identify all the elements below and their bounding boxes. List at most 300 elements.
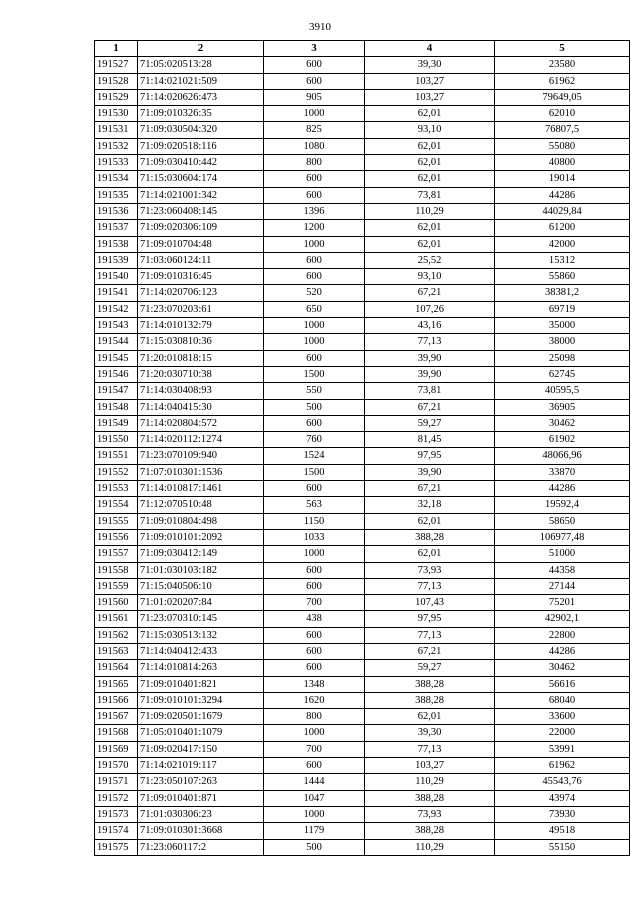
cell-cadastral-number: 71:14:020112:1274 [138, 432, 264, 448]
data-table [94, 40, 630, 856]
cell-cadastral-number: 71:01:020207:84 [138, 595, 264, 611]
cell-value: 61962 [495, 758, 630, 774]
cell-cadastral-number: 71:05:010401:1079 [138, 725, 264, 741]
cell-value: 55860 [495, 269, 630, 285]
cell-rate: 62,01 [365, 546, 495, 562]
table-row [95, 269, 630, 285]
cell-value: 23580 [495, 57, 630, 73]
table-row [95, 138, 630, 154]
cell-area: 700 [264, 741, 365, 757]
cell-value: 35000 [495, 318, 630, 334]
cell-record-number: 191558 [95, 562, 138, 578]
table-row [95, 741, 630, 757]
cell-area: 1033 [264, 529, 365, 545]
cell-record-number: 191560 [95, 595, 138, 611]
table-row [95, 464, 630, 480]
cell-record-number: 191528 [95, 73, 138, 89]
cell-value: 38381,2 [495, 285, 630, 301]
cell-value: 106977,48 [495, 529, 630, 545]
cell-value: 33600 [495, 709, 630, 725]
cell-record-number: 191559 [95, 578, 138, 594]
column-header-1: 1 [95, 41, 138, 57]
table-row [95, 334, 630, 350]
cell-rate: 39,30 [365, 725, 495, 741]
cell-value: 44029,84 [495, 203, 630, 219]
cell-cadastral-number: 71:09:010401:821 [138, 676, 264, 692]
table-row [95, 692, 630, 708]
cell-rate: 43,16 [365, 318, 495, 334]
cell-record-number: 191571 [95, 774, 138, 790]
cell-rate: 62,01 [365, 106, 495, 122]
cell-value: 51000 [495, 546, 630, 562]
cell-area: 1000 [264, 318, 365, 334]
cell-value: 22000 [495, 725, 630, 741]
table-row [95, 89, 630, 105]
cell-record-number: 191535 [95, 187, 138, 203]
cell-rate: 77,13 [365, 334, 495, 350]
cell-value: 44358 [495, 562, 630, 578]
cell-cadastral-number: 71:14:020706:123 [138, 285, 264, 301]
cell-rate: 388,28 [365, 823, 495, 839]
cell-record-number: 191527 [95, 57, 138, 73]
cell-record-number: 191555 [95, 513, 138, 529]
cell-cadastral-number: 71:09:030410:442 [138, 155, 264, 171]
cell-value: 40595,5 [495, 383, 630, 399]
table-row [95, 155, 630, 171]
cell-rate: 62,01 [365, 709, 495, 725]
cell-area: 1000 [264, 806, 365, 822]
cell-value: 44286 [495, 643, 630, 659]
table-row [95, 383, 630, 399]
cell-area: 760 [264, 432, 365, 448]
cell-rate: 81,45 [365, 432, 495, 448]
cell-cadastral-number: 71:15:030604:174 [138, 171, 264, 187]
cell-record-number: 191569 [95, 741, 138, 757]
cell-value: 62010 [495, 106, 630, 122]
cell-area: 600 [264, 269, 365, 285]
cell-rate: 62,01 [365, 155, 495, 171]
cell-area: 600 [264, 252, 365, 268]
cell-area: 600 [264, 643, 365, 659]
cell-value: 58650 [495, 513, 630, 529]
cell-record-number: 191532 [95, 138, 138, 154]
cell-area: 1000 [264, 546, 365, 562]
table-row [95, 220, 630, 236]
cell-record-number: 191549 [95, 415, 138, 431]
cell-value: 22800 [495, 627, 630, 643]
cell-cadastral-number: 71:15:030810:36 [138, 334, 264, 350]
cell-rate: 110,29 [365, 774, 495, 790]
table-row [95, 839, 630, 855]
cell-rate: 67,21 [365, 481, 495, 497]
cell-area: 600 [264, 350, 365, 366]
cell-rate: 67,21 [365, 399, 495, 415]
cell-value: 15312 [495, 252, 630, 268]
cell-cadastral-number: 71:15:040506:10 [138, 578, 264, 594]
cell-value: 42902,1 [495, 611, 630, 627]
cell-record-number: 191538 [95, 236, 138, 252]
table-row [95, 562, 630, 578]
cell-cadastral-number: 71:23:070109:940 [138, 448, 264, 464]
cell-cadastral-number: 71:14:040415:30 [138, 399, 264, 415]
cell-record-number: 191534 [95, 171, 138, 187]
cell-record-number: 191530 [95, 106, 138, 122]
cell-value: 79649,05 [495, 89, 630, 105]
table-row [95, 529, 630, 545]
cell-record-number: 191537 [95, 220, 138, 236]
cell-rate: 62,01 [365, 138, 495, 154]
cell-area: 825 [264, 122, 365, 138]
table-row [95, 546, 630, 562]
cell-cadastral-number: 71:14:020626:473 [138, 89, 264, 105]
cell-cadastral-number: 71:09:010804:498 [138, 513, 264, 529]
cell-cadastral-number: 71:20:030710:38 [138, 366, 264, 382]
cell-area: 1444 [264, 774, 365, 790]
cell-record-number: 191563 [95, 643, 138, 659]
cell-area: 1200 [264, 220, 365, 236]
cell-cadastral-number: 71:14:010132:79 [138, 318, 264, 334]
cell-record-number: 191573 [95, 806, 138, 822]
table-row [95, 236, 630, 252]
column-header-4: 4 [365, 41, 495, 57]
cell-value: 44286 [495, 187, 630, 203]
cell-record-number: 191564 [95, 660, 138, 676]
cell-record-number: 191570 [95, 758, 138, 774]
cell-value: 40800 [495, 155, 630, 171]
cell-record-number: 191567 [95, 709, 138, 725]
cell-rate: 103,27 [365, 89, 495, 105]
table-row [95, 823, 630, 839]
table-row [95, 676, 630, 692]
cell-rate: 77,13 [365, 741, 495, 757]
cell-rate: 110,29 [365, 203, 495, 219]
cell-cadastral-number: 71:14:010814:263 [138, 660, 264, 676]
cell-record-number: 191550 [95, 432, 138, 448]
table-row [95, 578, 630, 594]
cell-record-number: 191552 [95, 464, 138, 480]
cell-cadastral-number: 71:09:010101:3294 [138, 692, 264, 708]
cell-area: 600 [264, 562, 365, 578]
cell-value: 61902 [495, 432, 630, 448]
cell-area: 650 [264, 301, 365, 317]
cell-cadastral-number: 71:14:010817:1461 [138, 481, 264, 497]
cell-record-number: 191561 [95, 611, 138, 627]
cell-area: 600 [264, 578, 365, 594]
cell-value: 48066,96 [495, 448, 630, 464]
cell-rate: 62,01 [365, 220, 495, 236]
cell-rate: 388,28 [365, 676, 495, 692]
table-row [95, 709, 630, 725]
cell-record-number: 191541 [95, 285, 138, 301]
cell-rate: 62,01 [365, 513, 495, 529]
cell-rate: 39,90 [365, 350, 495, 366]
cell-rate: 388,28 [365, 529, 495, 545]
cell-rate: 77,13 [365, 627, 495, 643]
cell-value: 75201 [495, 595, 630, 611]
cell-value: 68040 [495, 692, 630, 708]
cell-value: 62745 [495, 366, 630, 382]
cell-cadastral-number: 71:09:020306:109 [138, 220, 264, 236]
cell-record-number: 191548 [95, 399, 138, 415]
table-row [95, 318, 630, 334]
cell-cadastral-number: 71:14:021019:117 [138, 758, 264, 774]
cell-value: 44286 [495, 481, 630, 497]
cell-rate: 73,93 [365, 806, 495, 822]
cell-cadastral-number: 71:09:020501:1679 [138, 709, 264, 725]
cell-cadastral-number: 71:09:010326:35 [138, 106, 264, 122]
table-row [95, 122, 630, 138]
cell-cadastral-number: 71:09:010401:871 [138, 790, 264, 806]
cell-rate: 103,27 [365, 73, 495, 89]
cell-area: 1396 [264, 203, 365, 219]
cell-area: 800 [264, 709, 365, 725]
cell-cadastral-number: 71:12:070510:48 [138, 497, 264, 513]
cell-area: 600 [264, 171, 365, 187]
cell-value: 49518 [495, 823, 630, 839]
cell-record-number: 191553 [95, 481, 138, 497]
cell-cadastral-number: 71:15:030513:132 [138, 627, 264, 643]
cell-area: 1348 [264, 676, 365, 692]
cell-record-number: 191575 [95, 839, 138, 855]
table-row [95, 611, 630, 627]
cell-cadastral-number: 71:23:050107:263 [138, 774, 264, 790]
cell-rate: 62,01 [365, 236, 495, 252]
cell-record-number: 191540 [95, 269, 138, 285]
cell-record-number: 191566 [95, 692, 138, 708]
cell-cadastral-number: 71:23:070310:145 [138, 611, 264, 627]
table-row [95, 595, 630, 611]
cell-record-number: 191547 [95, 383, 138, 399]
cell-record-number: 191531 [95, 122, 138, 138]
table-row [95, 627, 630, 643]
table-header-row [95, 41, 630, 57]
cell-cadastral-number: 71:07:010301:1536 [138, 464, 264, 480]
table-row [95, 481, 630, 497]
column-header-5: 5 [495, 41, 630, 57]
cell-area: 500 [264, 399, 365, 415]
cell-record-number: 191544 [95, 334, 138, 350]
cell-area: 1000 [264, 334, 365, 350]
table-row [95, 806, 630, 822]
cell-rate: 107,43 [365, 595, 495, 611]
table-row [95, 448, 630, 464]
cell-cadastral-number: 71:20:010818:15 [138, 350, 264, 366]
cell-rate: 388,28 [365, 692, 495, 708]
table-row [95, 203, 630, 219]
cell-cadastral-number: 71:14:020804:572 [138, 415, 264, 431]
cell-area: 1000 [264, 236, 365, 252]
cell-rate: 93,10 [365, 269, 495, 285]
cell-rate: 32,18 [365, 497, 495, 513]
cell-area: 438 [264, 611, 365, 627]
cell-cadastral-number: 71:14:021021:509 [138, 73, 264, 89]
cell-value: 42000 [495, 236, 630, 252]
cell-value: 55080 [495, 138, 630, 154]
table-row [95, 73, 630, 89]
cell-record-number: 191562 [95, 627, 138, 643]
cell-record-number: 191565 [95, 676, 138, 692]
cell-value: 55150 [495, 839, 630, 855]
table-row [95, 790, 630, 806]
cell-value: 61962 [495, 73, 630, 89]
table-row [95, 432, 630, 448]
cell-value: 73930 [495, 806, 630, 822]
cell-area: 550 [264, 383, 365, 399]
cell-rate: 39,90 [365, 366, 495, 382]
cell-value: 69719 [495, 301, 630, 317]
cell-value: 53991 [495, 741, 630, 757]
cell-cadastral-number: 71:14:030408:93 [138, 383, 264, 399]
cell-area: 600 [264, 187, 365, 203]
cell-record-number: 191572 [95, 790, 138, 806]
cell-cadastral-number: 71:01:030103:182 [138, 562, 264, 578]
cell-area: 1150 [264, 513, 365, 529]
cell-record-number: 191542 [95, 301, 138, 317]
table-row [95, 399, 630, 415]
table-row [95, 513, 630, 529]
cell-rate: 97,95 [365, 448, 495, 464]
cell-area: 600 [264, 660, 365, 676]
cell-area: 800 [264, 155, 365, 171]
cell-area: 600 [264, 57, 365, 73]
cell-cadastral-number: 71:09:010316:45 [138, 269, 264, 285]
cell-area: 600 [264, 73, 365, 89]
cell-rate: 107,26 [365, 301, 495, 317]
cell-area: 1500 [264, 464, 365, 480]
cell-rate: 110,29 [365, 839, 495, 855]
table-row [95, 725, 630, 741]
table-row [95, 106, 630, 122]
cell-value: 56616 [495, 676, 630, 692]
cell-value: 33870 [495, 464, 630, 480]
cell-cadastral-number: 71:09:030412:149 [138, 546, 264, 562]
cell-area: 1000 [264, 106, 365, 122]
cell-area: 500 [264, 839, 365, 855]
cell-value: 43974 [495, 790, 630, 806]
cell-area: 520 [264, 285, 365, 301]
cell-cadastral-number: 71:23:060408:145 [138, 203, 264, 219]
cell-value: 61200 [495, 220, 630, 236]
cell-area: 1080 [264, 138, 365, 154]
cell-rate: 73,81 [365, 383, 495, 399]
table-row [95, 171, 630, 187]
cell-area: 1500 [264, 366, 365, 382]
cell-area: 600 [264, 758, 365, 774]
cell-record-number: 191539 [95, 252, 138, 268]
table-row [95, 187, 630, 203]
cell-rate: 103,27 [365, 758, 495, 774]
page-number: 3910 [309, 21, 331, 33]
table-row [95, 643, 630, 659]
cell-area: 1047 [264, 790, 365, 806]
cell-cadastral-number: 71:03:060124:11 [138, 252, 264, 268]
cell-value: 19592,4 [495, 497, 630, 513]
cell-value: 25098 [495, 350, 630, 366]
cell-value: 36905 [495, 399, 630, 415]
cell-cadastral-number: 71:14:040412:433 [138, 643, 264, 659]
cell-value: 30462 [495, 415, 630, 431]
table-row [95, 497, 630, 513]
cell-value: 38000 [495, 334, 630, 350]
cell-area: 1620 [264, 692, 365, 708]
cell-record-number: 191554 [95, 497, 138, 513]
cell-value: 76807,5 [495, 122, 630, 138]
cell-rate: 388,28 [365, 790, 495, 806]
cell-cadastral-number: 71:09:030504:320 [138, 122, 264, 138]
cell-area: 600 [264, 415, 365, 431]
cell-rate: 39,90 [365, 464, 495, 480]
cell-cadastral-number: 71:23:070203:61 [138, 301, 264, 317]
table-row [95, 774, 630, 790]
cell-record-number: 191551 [95, 448, 138, 464]
cell-cadastral-number: 71:23:060117:2 [138, 839, 264, 855]
cell-rate: 59,27 [365, 415, 495, 431]
table-body [95, 57, 630, 856]
cell-rate: 67,21 [365, 643, 495, 659]
cell-record-number: 191574 [95, 823, 138, 839]
cell-rate: 25,52 [365, 252, 495, 268]
cell-record-number: 191533 [95, 155, 138, 171]
cell-area: 1524 [264, 448, 365, 464]
cell-cadastral-number: 71:14:021001:342 [138, 187, 264, 203]
cell-rate: 67,21 [365, 285, 495, 301]
cell-cadastral-number: 71:01:030306:23 [138, 806, 264, 822]
table-row [95, 366, 630, 382]
table-row [95, 350, 630, 366]
cell-rate: 73,81 [365, 187, 495, 203]
cell-area: 905 [264, 89, 365, 105]
cell-cadastral-number: 71:05:020513:28 [138, 57, 264, 73]
cell-rate: 97,95 [365, 611, 495, 627]
cell-rate: 93,10 [365, 122, 495, 138]
cell-area: 600 [264, 481, 365, 497]
cell-record-number: 191529 [95, 89, 138, 105]
cell-rate: 62,01 [365, 171, 495, 187]
cell-cadastral-number: 71:09:020417:150 [138, 741, 264, 757]
cell-record-number: 191568 [95, 725, 138, 741]
table-row [95, 57, 630, 73]
cell-record-number: 191543 [95, 318, 138, 334]
cell-cadastral-number: 71:09:010301:3668 [138, 823, 264, 839]
cell-area: 700 [264, 595, 365, 611]
cell-area: 1000 [264, 725, 365, 741]
table-row [95, 252, 630, 268]
table-row [95, 285, 630, 301]
cell-value: 45543,76 [495, 774, 630, 790]
column-header-2: 2 [138, 41, 264, 57]
cell-rate: 59,27 [365, 660, 495, 676]
column-header-3: 3 [264, 41, 365, 57]
cell-area: 1179 [264, 823, 365, 839]
table-row [95, 301, 630, 317]
table-row [95, 758, 630, 774]
cell-cadastral-number: 71:09:010101:2092 [138, 529, 264, 545]
cell-area: 563 [264, 497, 365, 513]
cell-cadastral-number: 71:09:020518:116 [138, 138, 264, 154]
cell-record-number: 191556 [95, 529, 138, 545]
cell-value: 30462 [495, 660, 630, 676]
cell-cadastral-number: 71:09:010704:48 [138, 236, 264, 252]
cell-value: 27144 [495, 578, 630, 594]
cell-value: 19014 [495, 171, 630, 187]
cell-rate: 77,13 [365, 578, 495, 594]
cell-area: 600 [264, 627, 365, 643]
table-row [95, 415, 630, 431]
cell-record-number: 191536 [95, 203, 138, 219]
cell-rate: 73,93 [365, 562, 495, 578]
cell-rate: 39,30 [365, 57, 495, 73]
cell-record-number: 191545 [95, 350, 138, 366]
